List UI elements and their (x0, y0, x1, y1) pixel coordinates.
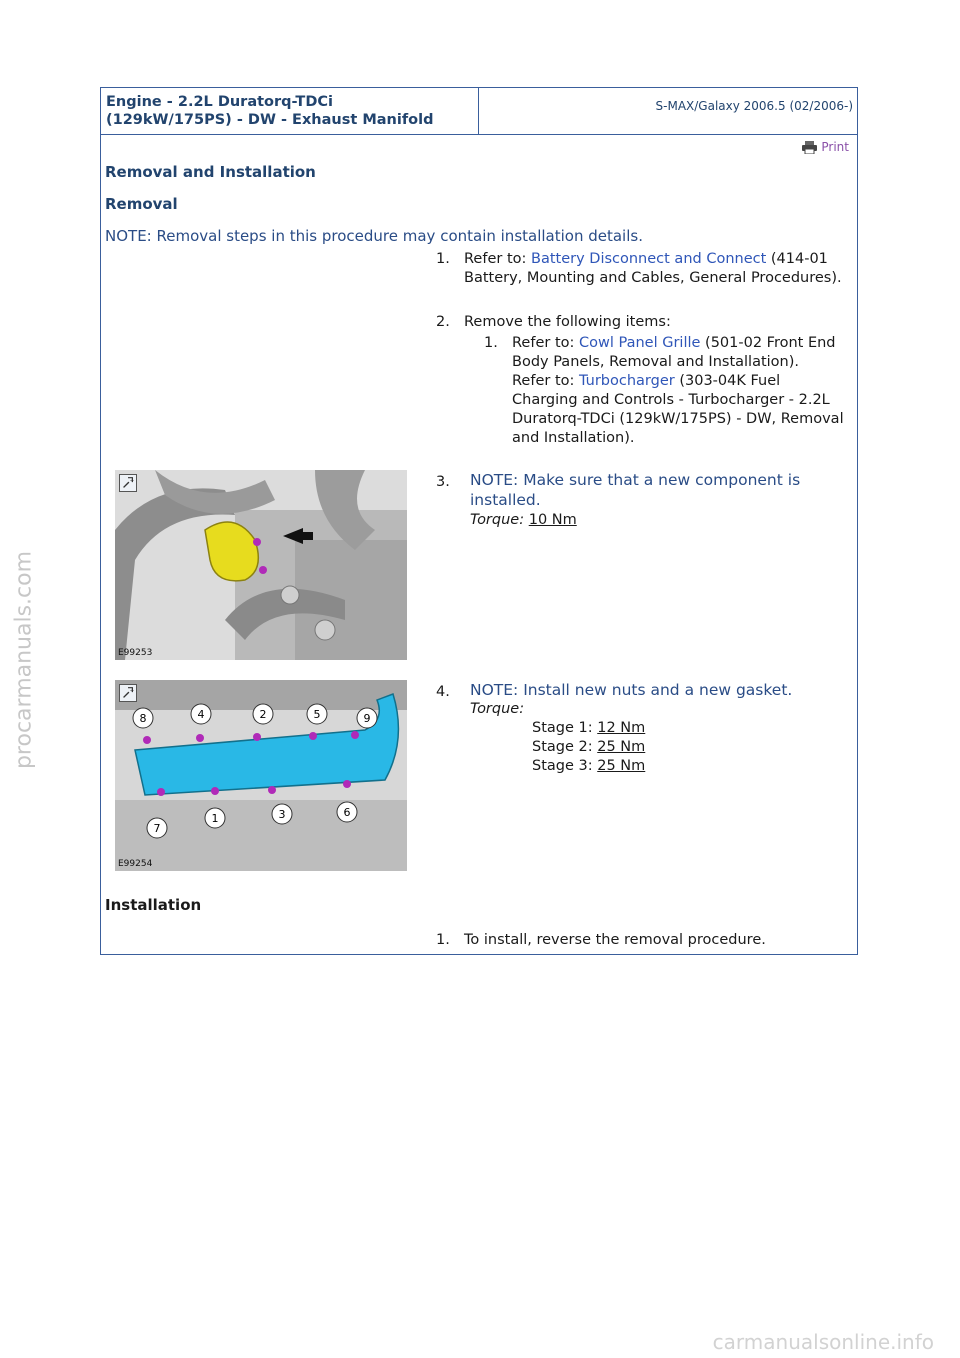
callout-8 (133, 708, 153, 728)
engine-pipe-illustration (115, 470, 407, 660)
exhaust-manifold-illustration (115, 680, 407, 871)
svg-text:4: 4 (197, 708, 205, 721)
printer-icon (802, 141, 817, 154)
callout-3 (272, 804, 292, 824)
callout-4 (191, 704, 211, 724)
bottom-watermark: carmanualsonline.info (712, 1330, 934, 1354)
callout-1 (205, 808, 225, 828)
removal-step-2-subitem: 1. Refer to: Cowl Panel Grille (501-02 Front End Body Panels, Removal and Installation). Refer to: Turbocharger (303-04K Fuel Charging and Controls - Turbocharger - 2.2L Duratorq-TDCi (129kW/175PS) - DW, Removal and Installation). (484, 335, 844, 446)
svg-text:5: 5 (313, 708, 321, 721)
figure-e99254[interactable] (115, 680, 407, 871)
svg-text:+: + (129, 688, 135, 695)
installation-heading: Installation (105, 896, 202, 914)
callout-7 (147, 818, 167, 838)
callout-9 (357, 708, 377, 728)
cowl-panel-grille-link[interactable]: Cowl Panel Grille (579, 335, 701, 351)
svg-text:8: 8 (139, 712, 147, 725)
callout-2 (253, 704, 273, 724)
svg-text:7: 7 (153, 822, 161, 835)
removal-heading: Removal (105, 195, 178, 213)
figure-label: E99253 (118, 648, 153, 658)
svg-text:2: 2 (259, 708, 267, 721)
torque-stage-3: Stage 3: 25 Nm (532, 758, 646, 774)
turbocharger-link[interactable]: Turbocharger (579, 373, 675, 389)
torque-stage-1: Stage 1: 12 Nm (532, 720, 646, 736)
svg-text:6: 6 (343, 806, 351, 819)
header-title: Engine - 2.2L Duratorq-TDCi (129kW/175PS) - DW - Exhaust Manifold (101, 88, 479, 134)
svg-text:9: 9 (363, 712, 371, 725)
callout-6 (337, 802, 357, 822)
callout-5 (307, 704, 327, 724)
document-header (101, 88, 857, 135)
page-title: Removal and Installation (105, 163, 316, 181)
zoom-icon[interactable] (119, 684, 137, 702)
figure-e99253[interactable] (115, 470, 407, 660)
battery-disconnect-link[interactable]: Battery Disconnect and Connect (531, 251, 767, 267)
header-model: S-MAX/Galaxy 2006.5 (02/2006-) (655, 99, 853, 113)
print-button[interactable]: Print (802, 140, 849, 154)
svg-text:+: + (129, 478, 135, 485)
removal-note: NOTE: Removal steps in this procedure may contain installation details. (105, 227, 643, 245)
torque-stage-2: Stage 2: 25 Nm (532, 739, 646, 755)
side-watermark: procarmanuals.com (11, 550, 37, 770)
figure-label: E99254 (118, 859, 153, 869)
zoom-icon[interactable] (119, 474, 137, 492)
svg-text:1: 1 (211, 812, 219, 825)
torque-value: 10 Nm (528, 512, 577, 528)
svg-text:3: 3 (278, 808, 286, 821)
procedure-frame: Engine - 2.2L Duratorq-TDCi (129kW/175PS) - DW - Exhaust Manifold S-MAX/Galaxy 2006.5 (02/2006-) Print Removal and Installation Removal NOTE: Removal steps in this procedure may contain installation details. 1. Refer to: Battery Disconnect and Connect (414-01 Battery, Mounting and Cables, General Procedures). 2. Remove the following items: 1. Refer to: Cowl Panel Grille (501-02 Front End Body Panels, Removal and Installation). Refer to: Turbocharger (303-04K Fuel Charging and Controls - Turbocharger - 2.2L Duratorq-TDCi (129kW/175PS) - DW, Removal and Installation). + E99253 3. NOTE: Make sure that a new component is installed. Torque: 10 Nm 8 4 2 5 9 7 1 3 6 + E99254 4. NOTE: Install new nuts and a new gasket. Torque: Stage 1: 12 Nm Stage 2: 25 Nm Stage 3: 25 Nm Installation 1. To install, reverse the removal procedure. (100, 87, 858, 955)
